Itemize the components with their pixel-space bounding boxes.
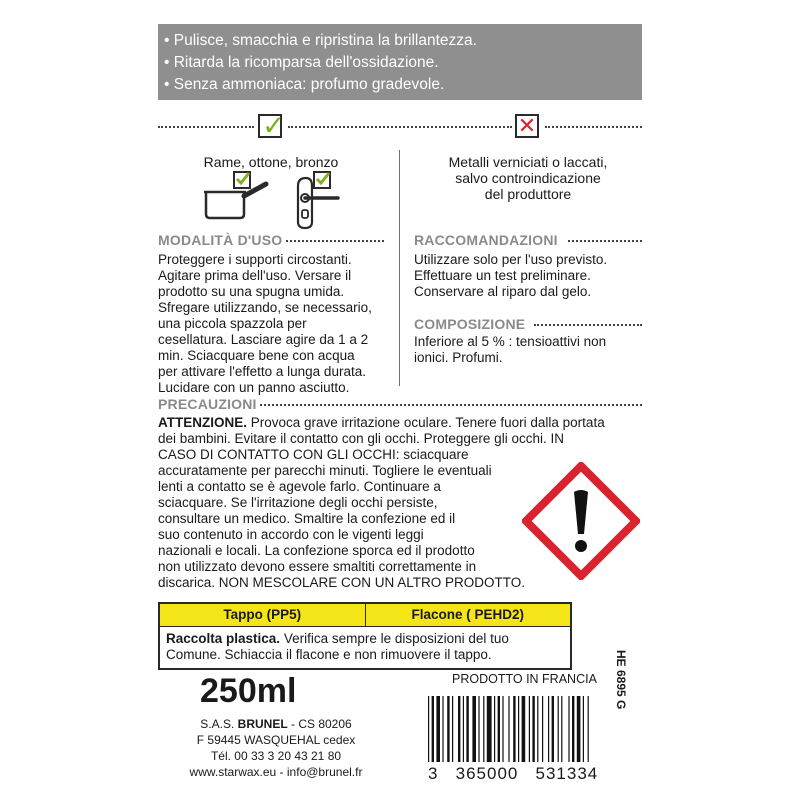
barcode-bar — [452, 696, 453, 762]
barcode-bar — [502, 696, 503, 762]
volume-label: 250ml — [200, 672, 297, 710]
suitable-caption: Rame, ottone, bronzo — [203, 154, 339, 170]
dotted-divider — [288, 126, 512, 128]
barcode-bar — [432, 696, 434, 762]
feature-line: • Senza ammoniaca: profumo gradevole. — [164, 76, 445, 93]
barcode-bar — [447, 696, 449, 762]
barcode-bar — [458, 696, 460, 762]
barcode-bar — [518, 696, 519, 762]
barcode-bar — [548, 696, 549, 762]
recommendations-heading: RACCOMANDAZIONI — [414, 232, 558, 248]
barcode-bar — [532, 696, 534, 762]
recycling-note: Raccolta plastica. Verifica sempre le disposizioni del tuo Comune. Schiaccia il flacone e non rimuovere il tappo. — [166, 631, 509, 662]
feature-line: • Pulisce, smacchia e ripristina la brillantezza. — [164, 32, 477, 49]
barcode-bar — [472, 696, 476, 762]
barcode-bar — [583, 696, 584, 762]
composition-heading: COMPOSIZIONE — [414, 316, 526, 332]
barcode-bar — [483, 696, 484, 762]
lot-code: HE 6895 G — [614, 650, 628, 710]
barcode-bar — [428, 696, 429, 762]
barcode-bar — [436, 696, 440, 762]
barcode-bar — [542, 696, 543, 762]
barcode — [424, 696, 634, 762]
cross-box-icon: ✕ — [515, 114, 539, 138]
barcode-bar — [572, 696, 574, 762]
dotted-divider — [286, 240, 384, 242]
barcode-bar — [529, 696, 530, 762]
barcode-bar — [513, 696, 515, 762]
barcode-bar — [568, 696, 569, 762]
barcode-bar — [442, 696, 443, 762]
barcode-digits: 3 365000 531334 — [428, 764, 599, 783]
barcode-bar — [558, 696, 559, 762]
barcode-bar — [588, 696, 589, 762]
barcode-bar — [494, 696, 495, 762]
barcode-bar — [478, 696, 479, 762]
precautions-text: ATTENZIONE. Provoca grave irritazione oculare. Tenere fuori dalla portata dei bambini. Evitare il contatto con gli occhi. Proteggere gli occhi. IN CASO DI CONTATTO CON GLI OCCHI: sciacquare accuratamente per parecchi minuti. Togliere le eventuali lenti a contatto se è agevole farlo. Continuare a sciacquare. Se l'irritazione degli occhi persiste, consultare un medico. Smaltire la confezione ed il suo contenuto in accordo con le vigenti leggi nazionali e locali. La confezione sporca ed il prodotto non utilizzato devono essere smaltiti correttamente in discarica. NON MESCOLARE CON UN ALTRO PRODOTTO. — [158, 415, 605, 590]
dotted-divider — [568, 240, 642, 242]
recycling-header — [160, 604, 570, 627]
barcode-bar — [466, 696, 468, 762]
unsuitable-caption: Metalli verniciati o laccati, salvo controindicazione del produttore — [448, 154, 608, 202]
dotted-divider — [158, 126, 254, 128]
column-divider — [399, 150, 400, 386]
check-box-icon: ✓ — [258, 114, 282, 138]
cap-label: Tappo (PP5) — [160, 604, 366, 626]
bottle-label: Flacone ( PEHD2) — [411, 607, 525, 622]
barcode-bar — [537, 696, 538, 762]
barcode-bar — [552, 696, 554, 762]
barcode-bar — [577, 696, 581, 762]
composition-text: Inferiore al 5 % : tensioattivi non ionici. Profumi. — [414, 334, 607, 365]
origin-label: PRODOTTO IN FRANCIA — [452, 672, 597, 686]
barcode-bar — [487, 696, 492, 762]
usage-text: Proteggere i supporti circostanti. Agitare prima dell'uso. Versare il prodotto su una spugna umida. Sfregare utilizzando, se necessario, una piccola spazzola per cesellatura. Lasciare agire da 1 a 2 min. Sciacquare bene con acqua per attivare l'effetto a lunga durata. Lucidare con un panno asciutto. — [158, 252, 372, 395]
recycling-table — [158, 602, 572, 670]
door-handle-icon — [290, 168, 350, 230]
recommendations-text: Utilizzare solo per l'uso previsto. Effettuare un test preliminare. Conservare al riparo dal gelo. — [414, 252, 608, 299]
dotted-divider — [534, 324, 642, 326]
usage-heading: MODALITÀ D'USO — [158, 232, 283, 248]
barcode-bar — [498, 696, 500, 762]
saucepan-icon — [200, 170, 272, 220]
exclamation-hazard-icon — [522, 462, 640, 580]
dotted-divider — [260, 404, 642, 406]
barcode-bar — [561, 696, 562, 762]
barcode-bar — [522, 696, 526, 762]
company-address: S.A.S. BRUNEL - CS 80206 F 59445 WASQUEHAL cedex Tél. 00 33 3 20 43 21 80 www.starwax.eu - info@brunel.fr — [189, 717, 363, 779]
feature-line: • Ritarda la ricomparsa dell'ossidazione. — [164, 54, 439, 71]
attention-label: ATTENZIONE. — [158, 415, 247, 430]
barcode-bar — [508, 696, 509, 762]
features-banner — [158, 24, 642, 100]
barcode-bar — [463, 696, 464, 762]
precautions-heading: PRECAUZIONI — [158, 396, 257, 412]
dotted-divider — [545, 126, 642, 128]
